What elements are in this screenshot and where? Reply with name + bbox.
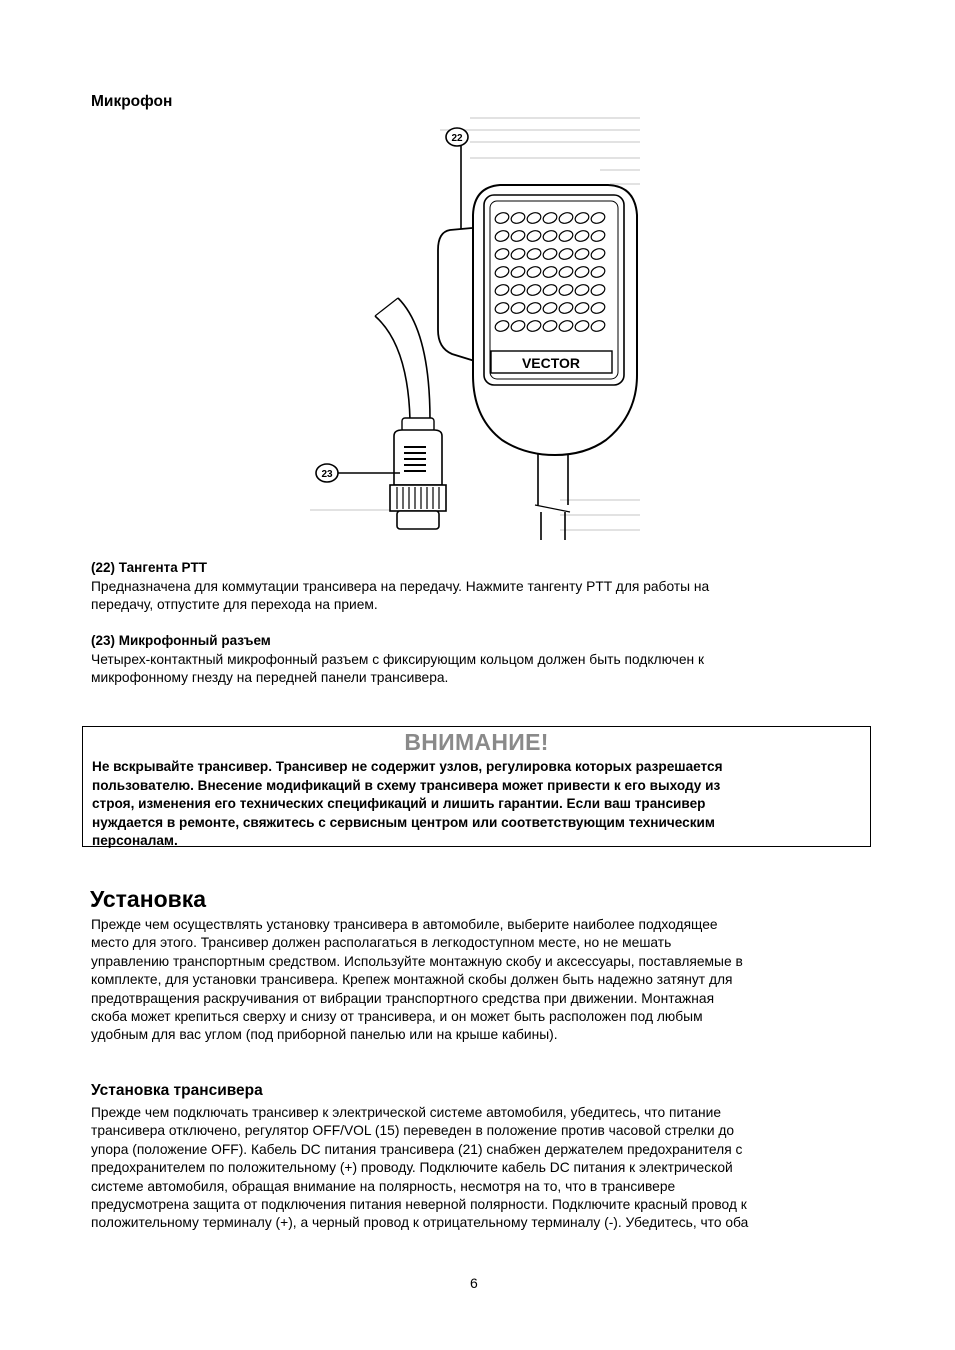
installation-line-4: комплекте, для установки трансивера. Крепеж монтажной скобы должен быть надежно затянут для <box>91 972 733 988</box>
installation-text <box>91 916 881 1045</box>
warning-box <box>82 726 871 847</box>
ptt-title: (22) Тангента PTT <box>91 560 207 575</box>
callout-23-label: 23 <box>321 469 333 480</box>
section-heading-installation: Установка <box>90 886 207 912</box>
connector-line-1: Четырех-контактный микрофонный разъем с фиксирующим кольцом должен быть подключен к <box>91 652 704 667</box>
transceiver-line-5: системе автомобиля, обращая внимание на полярность, несмотря на то, что в трансивере <box>91 1178 676 1194</box>
installation-line-6: скоба может крепиться сверху и снизу от трансивера, и он может быть расположен под любым <box>91 1009 703 1025</box>
connector-cable <box>375 298 430 420</box>
transceiver-line-2: трансивера отключено, регулятор OFF/VOL (15) переведен в положение против часовой стрелки до <box>91 1123 735 1139</box>
transceiver-install-text <box>91 1104 881 1233</box>
ptt-line-1: Предназначена для коммутации трансивера на передачу. Нажмите тангенту PTT для работы на <box>91 579 710 594</box>
warning-line-4: нуждается в ремонте, свяжитесь с сервисным центром или соответствующим техническим <box>92 814 715 830</box>
installation-line-5: предотвращения раскручивания от вибрации транспортного средства при движении. Монтажная <box>91 990 715 1006</box>
warning-line-5: персоналам. <box>92 833 178 849</box>
installation-line-1: Прежде чем осуществлять установку трансивера в автомобиле, выберите наиболее подходящее <box>91 917 718 932</box>
transceiver-line-1: Прежде чем подключать трансивер к электрической системе автомобиля, убедитесь, что питание <box>91 1105 721 1120</box>
brand-label: VECTOR <box>521 355 581 371</box>
transceiver-line-7: положительному терминалу (+), а черный провод к отрицательному терминалу (-). Убедитесь, что оба <box>91 1215 749 1231</box>
connector-title: (23) Микрофонный разъем <box>91 633 271 648</box>
warning-line-3: строя, изменения его технических спецификаций и лишить гарантии. Если ваш трансивер <box>92 796 706 812</box>
microphone-illustration <box>300 100 660 550</box>
subsection-heading-transceiver-install: Установка трансивера <box>91 1082 263 1099</box>
installation-line-2: место для этого. Трансивер должен располагаться в легкодоступном месте, но не мешать <box>91 935 672 951</box>
warning-line-2: пользователю. Внесение модификаций в схему трансивера может привести к его выходу из <box>92 777 721 793</box>
ptt-line-2: передачу, отпустите для перехода на прием. <box>91 597 378 613</box>
connector-line-2: микрофонному гнезду на передней панели трансивера. <box>91 670 449 686</box>
warning-line-1: Не вскрывайте трансивер. Трансивер не содержит узлов, регулировка которых разрешается <box>92 759 723 774</box>
section-heading-microphone: Микрофон <box>91 93 173 110</box>
warning-title: ВНИМАНИЕ! <box>404 729 549 755</box>
warning-text <box>92 758 862 851</box>
callout-22-label: 22 <box>451 133 463 144</box>
installation-line-7: удобным для вас углом (под приборной панелью или на крыше кабины). <box>91 1027 558 1043</box>
transceiver-line-4: предохранителем по положительному (+) проводу. Подключите кабель DC питания к электрической <box>91 1160 733 1176</box>
connector-description <box>91 651 871 688</box>
transceiver-line-3: упора (положение OFF). Кабель DC питания трансивера (21) снабжен держателем предохранителя с <box>91 1141 743 1157</box>
bottom-cable <box>535 452 570 540</box>
page-number: 6 <box>470 1275 478 1291</box>
transceiver-line-6: предусмотрена защита от подключения питания неверной полярности. Подключите красный провод к <box>91 1197 747 1213</box>
ptt-description <box>91 578 871 615</box>
installation-line-3: управлению транспортным средством. Используйте монтажную скобу и аксессуары, поставляемые в <box>91 953 743 969</box>
